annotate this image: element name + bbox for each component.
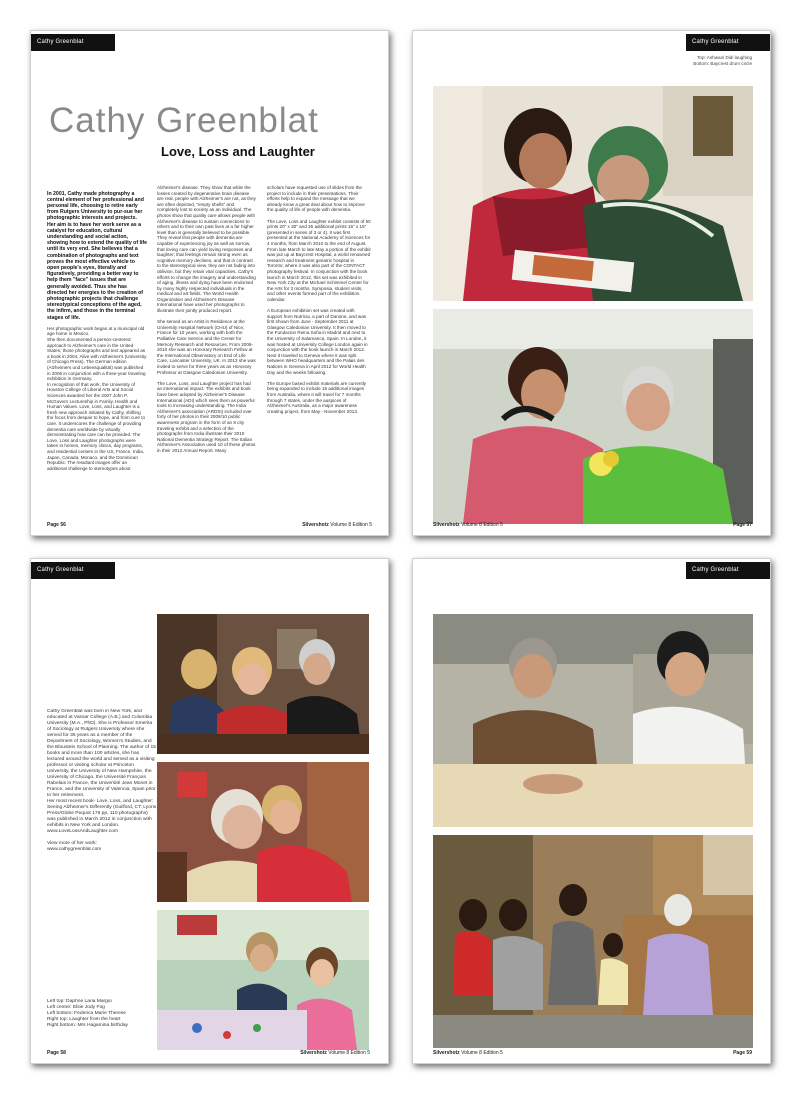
article-tag: Cathy Greenblat <box>31 34 115 51</box>
photo-ashwani-didi-laughing <box>433 86 753 301</box>
magazine-page-59 <box>412 558 771 1064</box>
article-tag: Cathy Greenblat <box>31 562 115 579</box>
photo-mrs-hagamina-birthday <box>433 835 753 1048</box>
text-column-1 <box>47 185 147 517</box>
page-number: Page 56 <box>47 522 66 528</box>
magazine-page-56 <box>30 30 389 536</box>
photo-baycrest-drum-circle <box>433 309 753 524</box>
magazine-footer: Silvershotz Volume 8 Edition 5 <box>302 522 372 528</box>
magazine-footer: Silvershotz Volume 8 Edition 5 <box>433 522 503 528</box>
page-number: Page 59 <box>733 1050 752 1056</box>
magazine-footer: Silvershotz Volume 8 Edition 5 <box>433 1050 503 1056</box>
article-tag: Cathy Greenblat <box>686 562 770 579</box>
article-author-title: Cathy Greenblat <box>49 101 319 140</box>
lead-paragraph: In 2001, Cathy made photography a central element of her professional and personal life, choosing to retire early from Rutgers University to pur-sue her photographic interests and projects. Her aim is to have her work serve as a catalyst for education, cultural understanding and social action, showing how to extend the quality of life until its very end. She believes that a combination of photographs and text proves the most effective vehicle to open people's eyes, literally and figuratively, providing a better way to help them "face" issues that are generally avoided. Thus she has directed her energies to the creation of photographic projects that challenge stereotypical conceptions of the aged, the infirm, and those in the terminal stages of life. <box>47 190 147 321</box>
magazine-page-57 <box>412 30 771 536</box>
article-tag: Cathy Greenblat <box>686 34 770 51</box>
page-number: Page 57 <box>733 522 752 528</box>
page-number: Page 58 <box>47 1050 66 1056</box>
magazine-footer: Silvershotz Volume 8 Edition 5 <box>300 1050 370 1056</box>
photo-elsie-jody-fog <box>157 762 369 902</box>
magazine-page-58 <box>30 558 389 1064</box>
photo-right-top-laughter <box>433 614 753 827</box>
article-subtitle: Love, Loss and Laughter <box>161 144 315 159</box>
author-bio: Cathy Greenblat was born in New York, and educated at Vassar College (A.B.) and Columbia University (M.A., PhD). She is Professor Emerita of Sociology at Rutgers University where she served for 35 years as a member of the Department of Sociology, Women's Studies, and the Bloustein School of Planning. The author of 15 books and more than 100 articles, she has lectured around the world and served as a visiting professor or visiting scholar at Princeton University, the University of New Hampshire, the University of Chicago, the Université François Rabelais in France, the Université Jean Monet in France, and the University of Valencia, Spain prior to her retirement. Her most recent book- Love, Loss, and Laughter: Seeing Alzheimer's Differently (Guilford, CT: Lyons Press/Globe Pequot 176 pp, 110 photographs) was published in March 2012 in conjunction with exhibits in New York and London. www.LoveLossAndLaughter.com View more of her work: www.cathygreenblat.com <box>47 709 157 852</box>
photo-federica-marie-therese <box>157 910 369 1050</box>
text-column-2: Alzheimer's disease. They show that while the losses created by degenerative brain disease are real, people with Alzheimer's are not, as they are often depicted, "empty shells" and completely lost to society as an individual. The photos show that quality care allows people with Alzheimer's disease to sustain connections to others and to their own past lives at a far higher level than is generally believed to be possible. They reveal that people with dementia are capable of experiencing joy as well as sorrow, that loving care can yield loving responses and laughter; that feelings remain strong even as cognitive memory declines, and that in contrast to the stereotypical view, they are not fading into oblivion, but they retain vital capacities. Cathy's efforts to change the imagery and understanding of aging, illness and dying have been endorsed by many highly respected individuals in the medical and art fields. The World Health Organization and Alzheimer's Disease International have used her photographs to illustrate their jointly produced report. She served as an Artist in Residence at the University Hospital Network (CHU) of Nice, France for 10 years, working with both the Palliative Care Service and the Center for Memory Research and Resources. From 2006-2010 she was an Honorary Research Fellow at the International Observatory on End of Life Care, Lancaster University, UK. In 2013 she was invited to serve for three years as an Honorary Professor at Glasgow Caledonian University. The Love, Loss, and Laughter project has had an international impact. The exhibits and book have been adopted by Alzheimer's Disease International (ADI) which sees them as powerful tools to increasing understanding. The India Alzheimer's association (ARDSI) included over forty of her photos in their 2009/10 public awareness program in the form of an 8 city traveling exhibit and a selection of the photographs from India illustrate their 2010 National Dementia Strategy Report. The Italian Alzheimer's Association used 10 of these photos in their 2012 Annual Report. Many <box>157 185 256 453</box>
photo-laughter-from-the-heart <box>157 614 369 754</box>
photo-captions: Top: Ashwani Didi laughing Bottom: Baycrest drum circle <box>693 55 752 66</box>
text-column-3: scholars have requested use of slides from the project to include in their presentations. Their efforts help to expand the message that we already know a great deal about how to improve the quality of life of people with dementia. The Love, Loss and Laughter exhibit consists of 50 prints 20" x 30" and 35 additional prints 15" x 15" (presented in series of 3 or 4). It was first presented at the National Academy of Sciences for 4 months, from March 2010 to the end of August. From late March to late May a portion of the exhibit was put up at Baycrest Hospital, a world renowned research and treatment geriatric hospital in Toronto; where it was also part of the CONTACT photography festival. In conjunction with the book launch in March 2012, this set was exhibited in New York City at the Michael Schimmel Center for the Arts for 3 months. Symposia, student visits, and other events formed part of the exhibition calendar. A European exhibition set was created with support from Nutricia, a part of Danone, and was first shown from June - September 2011 at Glasgow Caledonian University. It then moved to the Fundacion Reina Sofia in Madrid and next to the University of Salamanca, Spain. In London, it was hosted at University College London again in conjunction with the book launch in March 2012. Next it traveled to Geneva where it was split between WHO headquarters and the Palais des Nations in Geneva in April 2012 for World Health Day and the weeks following. The Europe based exhibit materials are currently being expanded to include 15 additional images from Australia, where it will travel for 7 months through 7 states, under the auspices of Alzheimer's Australia, as a major awareness creating project, from May - November 2013. <box>267 185 371 414</box>
body-paragraph: Her photographic work began at a municipal old age home in Mexico. She then documented a person-centered approach to Alzheimer's care in the United States; those photographs and text appeared as a book in 2004, Alive with Alzheimer's (University of Chicago Press). The German edition (Alzheimers und Lebensqualität) was published in 2006 in conjunction with a three-year traveling exhibition in Germany. In recognition of that work, the University of Houston College of Liberal Arts and Social Sciences awarded her the 2007 John P. McGovern Lectureship in Family, Health and Human Values. Love, Loss, and Laughter is a fresh new approach initiated by Cathy, shifting the focus from despair to hope, and from cure to care. It underscores the challenge of providing dementia care worldwide by visually demonstrating how care can be provided. The Love, Loss and Laughter photographs were taken in homes, memory clinics, day programs, and residential centers in the US, France, India, Japan, Canada, Monaco, and the Dominican Republic. The resultant images offer an additional challenge to stereotypes about <box>47 325 147 471</box>
photo-captions: Left top: Daphne Laria Margio Left centre: Elsie Jody Fog Left bottom: Federica Marie Therese Right top: Laughter from the heart Right bottom: Mrs Hagamina birthday <box>47 999 129 1028</box>
